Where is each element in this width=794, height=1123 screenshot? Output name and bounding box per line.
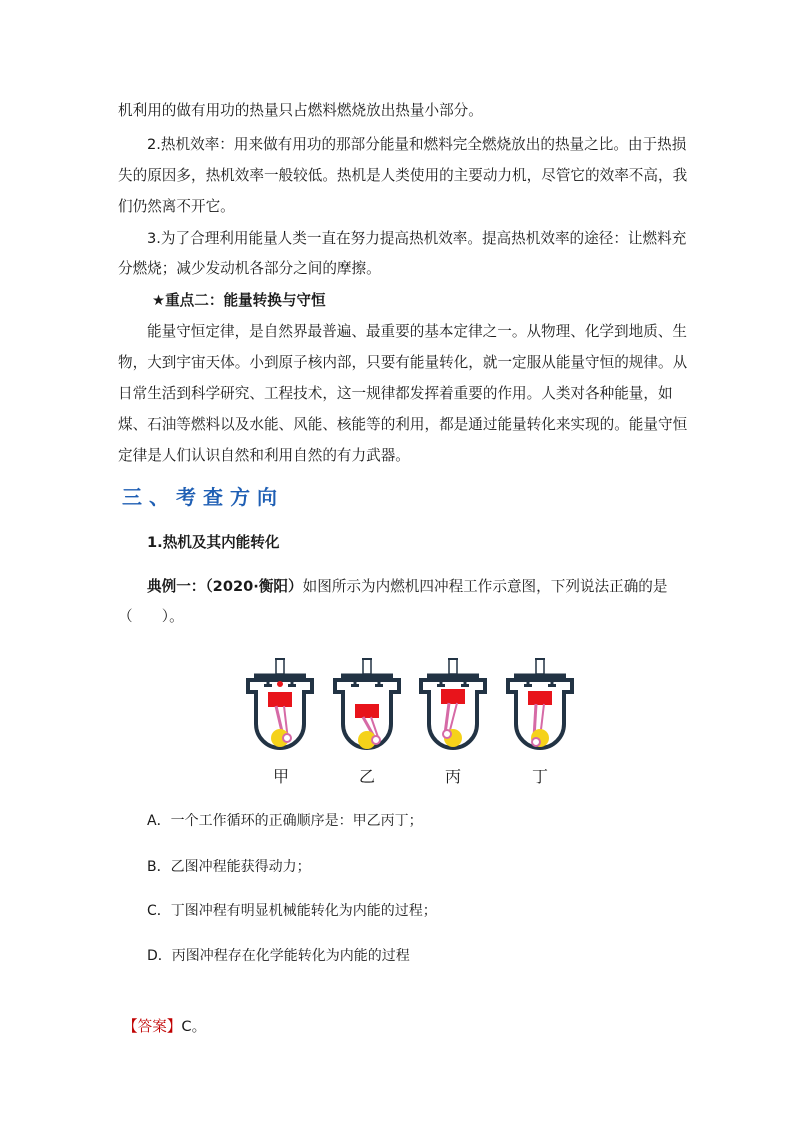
answer <box>123 1015 206 1036</box>
paragraph-line: 煤、石油等燃料以及水能、风能、核能等的利用，都是通过能量转化来实现的。能量守恒 <box>118 416 688 433</box>
paragraph-line: 失的原因多，热机效率一般较低。热机是人类使用的主要动力机，尽管它的效率不高，我 <box>118 167 688 184</box>
engine-diagram-yi <box>333 658 401 758</box>
figure-label-ding: 丁 <box>531 767 548 786</box>
option-b: B．乙图冲程能获得动力； <box>147 859 311 875</box>
spark-plug-tip <box>277 681 283 687</box>
example-question <box>147 577 667 597</box>
option-d: D．丙图冲程存在化学能转化为内能的过程 <box>147 948 410 964</box>
engine-diagram-ding <box>506 658 574 758</box>
engine-diagram-bing <box>419 658 487 758</box>
piston <box>441 689 465 704</box>
paragraph-line: 物，大到宇宙天体。小到原子核内部，只要有能量转化，就一定服从能量守恒的规律。从 <box>118 354 688 371</box>
option-c: C．丁图冲程有明显机械能转化为内能的过程； <box>147 903 437 919</box>
paragraph-line: 2.热机效率：用来做有用功的那部分能量和燃料完全燃烧放出的热量之比。由于热损 <box>147 136 687 153</box>
paragraph-line: 能量守恒定律，是自然界最普遍、最重要的基本定律之一。从物理、化学到地质、生 <box>147 323 687 340</box>
paragraph-line: 3.为了合理利用能量人类一直在努力提高热机效率。提高热机效率的途径：让燃料充 <box>147 230 687 247</box>
figure-label-jia: 甲 <box>272 767 289 786</box>
figure-label-yi: 乙 <box>358 767 375 786</box>
piston <box>268 692 292 707</box>
answer-value: C。 <box>181 1018 207 1035</box>
paragraph-line: 分燃烧；减少发动机各部分之间的摩擦。 <box>118 260 381 277</box>
example-question-end: （ ）。 <box>118 608 184 625</box>
answer-label: 【答案】 <box>123 1018 182 1035</box>
paragraph-line: 日常生活到科学研究、工程技术，这一规律都发挥着重要的作用。人类对各种能量，如 <box>118 385 673 402</box>
option-a: A．一个工作循环的正确顺序是：甲乙丙丁； <box>147 813 423 829</box>
example-question-text: 如图所示为内燃机四冲程工作示意图，下列说法正确的是 <box>302 578 668 595</box>
engine-diagram-jia <box>246 658 314 758</box>
figure-label-bing: 丙 <box>444 767 461 786</box>
section-title: 三、考查方向 <box>122 485 284 509</box>
example-label: 典例一：（2020·衡阳） <box>147 578 303 595</box>
sub-title: 1.热机及其内能转化 <box>147 534 280 551</box>
paragraph-line: 们仍然离不开它。 <box>118 198 235 215</box>
key-point-heading: ★重点二：能量转换与守恒 <box>152 292 326 309</box>
piston <box>355 704 379 718</box>
paragraph-line: 定律是人们认识自然和利用自然的有力武器。 <box>118 447 410 464</box>
piston <box>528 691 552 705</box>
paragraph-line: 机利用的做有用功的热量只占燃料燃烧放出热量小部分。 <box>118 102 483 119</box>
